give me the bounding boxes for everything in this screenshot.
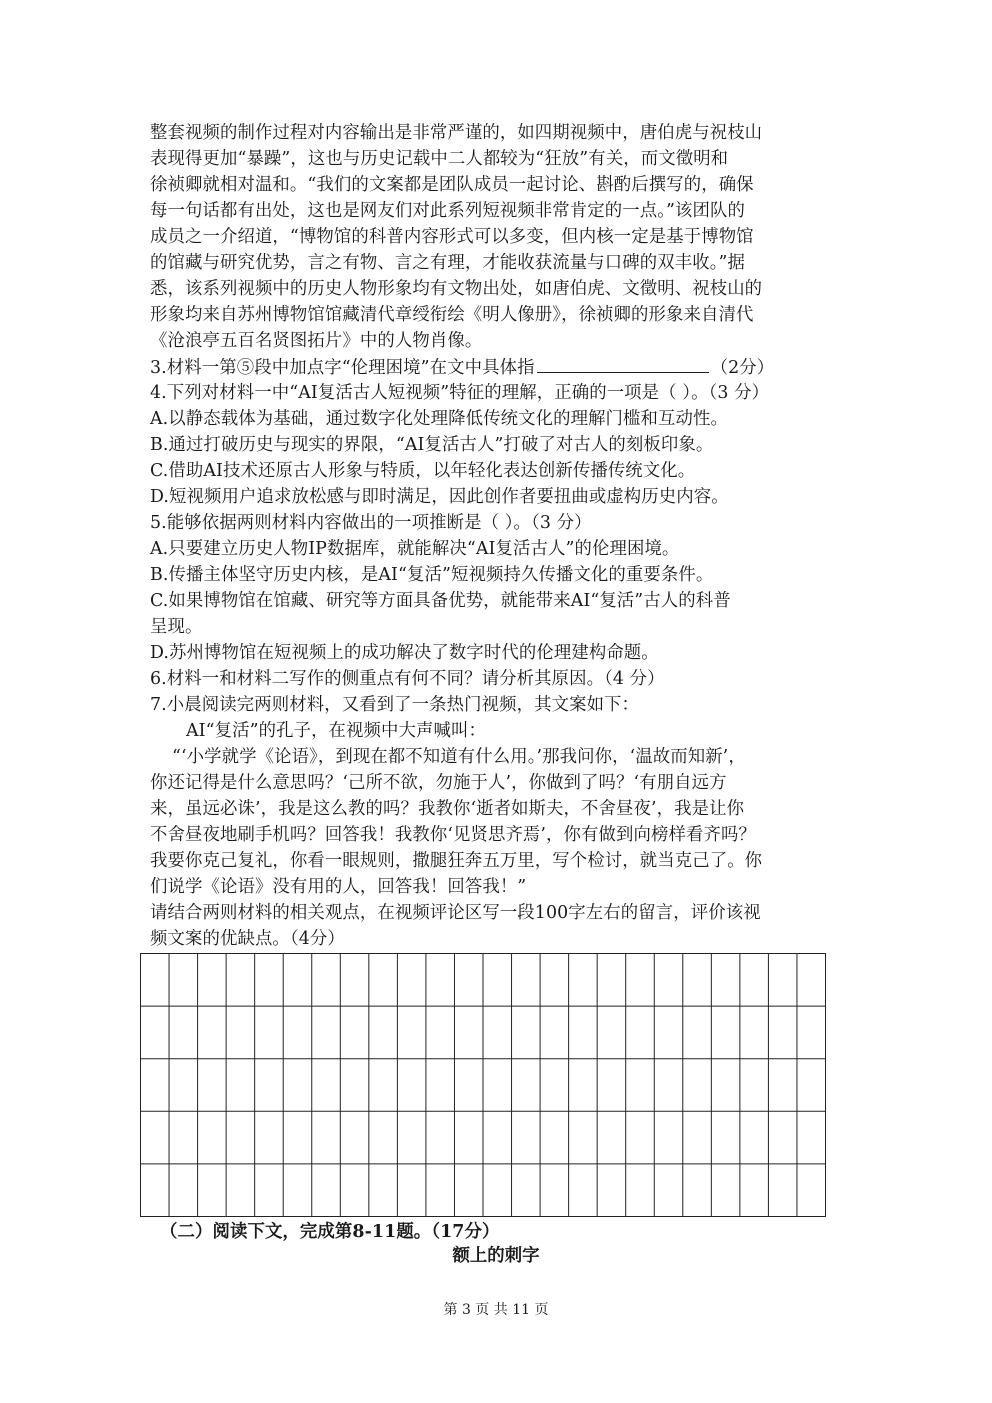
question-4-option-d: D.短视频用户追求放松感与即时满足，因此创作者要扭曲或虚构历史内容。 xyxy=(150,487,729,507)
question-5-option-c: C.如果博物馆在馆藏、研究等方面具备优势，就能带来AI“复活”古人的科普 xyxy=(150,591,731,611)
question-6: 6.材料一和材料二写作的侧重点有何不同？请分析其原因。（4 分） xyxy=(150,669,665,689)
quote-line: 你还记得是什么意思吗？‘己所不欲，勿施于人’，你做到了吗？‘有朋自远方 xyxy=(150,773,727,793)
question-3-score: （2分） xyxy=(710,358,775,378)
question-5-option-c-cont: 呈现。 xyxy=(150,617,203,637)
quote-line: “‘小学就学《论语》，到现在都不知道有什么用。’那我问你，‘温故而知新’， xyxy=(172,747,746,767)
grid-lines xyxy=(140,953,826,1217)
passage-line: 整套视频的制作过程对内容输出是非常严谨的，如四期视频中，唐伯虎与祝枝山 xyxy=(150,123,763,143)
passage-line: 悉，该系列视频中的历史人物形象均有文物出处，如唐伯虎、文徵明、祝枝山的 xyxy=(150,279,763,299)
passage-line: 形象均来自苏州博物馆馆藏清代章绶衔绘《明人像册》，徐祯卿的形象来自清代 xyxy=(150,305,754,325)
passage-line: 每一句话都有出处，这也是网友们对此系列短视频非常肯定的一点。”该团队的 xyxy=(150,201,745,221)
task-line: 请结合两则材料的相关观点，在视频评论区写一段100字左右的留言，评价该视 xyxy=(150,903,761,923)
question-5-option-b: B.传播主体坚守历史内核，是AI“复活”短视频持久传播文化的重要条件。 xyxy=(150,565,714,585)
question-3 xyxy=(150,354,842,380)
question-5-stem: 5.能够依据两则材料内容做出的一项推断是（ ）。（3 分） xyxy=(150,513,592,533)
passage-line: 的馆藏与研究优势，言之有物、言之有理，才能收获流量与口碑的双丰收。”据 xyxy=(150,253,745,273)
question-4-stem: 4.下列对材料一中“AI复活古人短视频”特征的理解，正确的一项是（ ）。（3 分） xyxy=(150,383,770,403)
question-5-option-d: D.苏州博物馆在短视频上的成功解决了数字时代的伦理建构命题。 xyxy=(150,643,659,663)
quote-line: 不舍昼夜地刷手机吗？回答我！我教你‘见贤思齐焉’，你有做到向榜样看齐吗？ xyxy=(150,825,756,845)
answer-blank[interactable] xyxy=(537,354,709,373)
page-footer: 第 3 页 共 11 页 xyxy=(443,1302,549,1318)
passage-line: 《沧浪亭五百名贤图拓片》中的人物肖像。 xyxy=(150,331,483,351)
question-7-stem: 7.小晨阅读完两则材料，又看到了一条热门视频，其文案如下： xyxy=(150,695,640,715)
answer-grid[interactable] xyxy=(140,953,826,1217)
quote-line: AI“复活”的孔子，在视频中大声喊叫： xyxy=(186,721,486,741)
quote-line: 们说学《论语》没有用的人，回答我！回答我！” xyxy=(150,877,527,897)
question-5-option-a: A.只要建立历史人物IP数据库，就能解决“AI复活古人”的伦理困境。 xyxy=(150,539,680,559)
question-4-option-a: A.以静态载体为基础，通过数字化处理降低传统文化的理解门槛和互动性。 xyxy=(150,409,728,429)
question-4-option-c: C.借助AI技术还原古人形象与特质，以年轻化表达创新传播传统文化。 xyxy=(150,461,696,481)
task-line: 频文案的优缺点。（4分） xyxy=(150,929,345,949)
passage-line: 徐祯卿就相对温和。“我们的文案都是团队成员一起讨论、斟酌后撰写的，确保 xyxy=(150,175,754,195)
quote-line: 来，虽远必诛’，我是这么教的吗？我教你‘逝者如斯夫，不舍昼夜’，我是让你 xyxy=(150,799,745,819)
passage-line: 成员之一介绍道，“博物馆的科普内容形式可以多变，但内核一定是基于博物馆 xyxy=(150,227,754,247)
section-heading: （二）阅读下文，完成第8-11题。（17分） xyxy=(160,1222,500,1242)
article-title: 额上的刺字 xyxy=(452,1246,540,1266)
question-4-option-b: B.通过打破历史与现实的界限，“AI复活古人”打破了对古人的刻板印象。 xyxy=(150,435,714,455)
quote-line: 我要你克己复礼，你看一眼规则，撒腿狂奔五万里，写个检讨，就当克己了。你 xyxy=(150,851,763,871)
question-3-text: 3.材料一第⑤段中加点字“伦理困境”在文中具体指 xyxy=(150,358,535,378)
passage-line: 表现得更加“暴躁”，这也与历史记载中二人都较为“狂放”有关，而文徵明和 xyxy=(150,149,729,169)
